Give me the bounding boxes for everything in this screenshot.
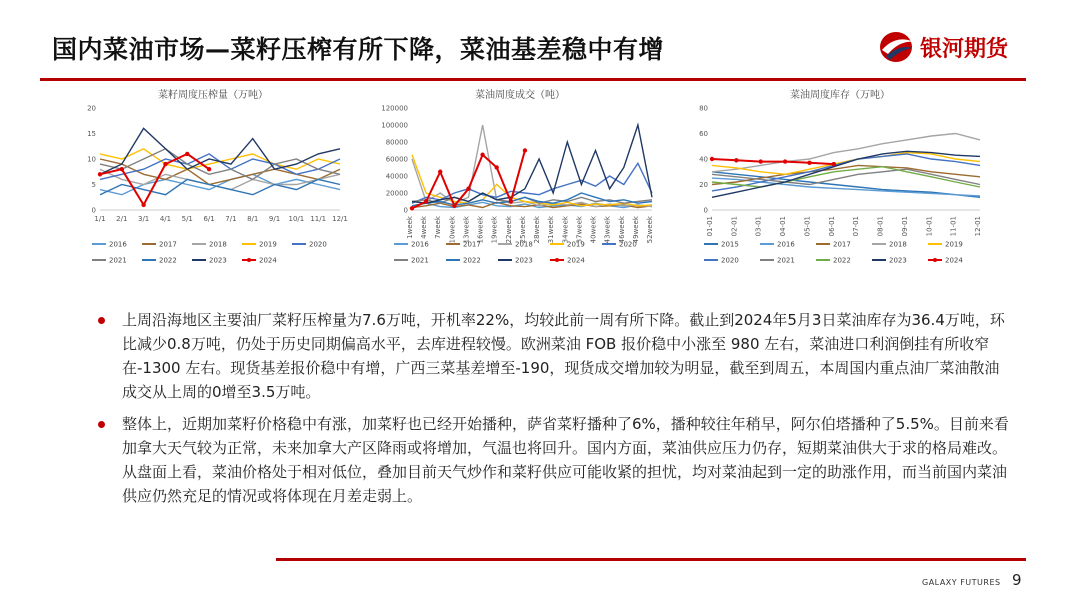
bullet-item bbox=[98, 412, 1013, 508]
x-tick-label: 31week bbox=[547, 216, 556, 244]
header-divider bbox=[40, 78, 1026, 81]
series-point-2024 bbox=[783, 159, 787, 163]
legend-entry: 2023 bbox=[889, 256, 907, 265]
bullet-text: 整体上，近期加菜籽价格稳中有涨，加菜籽也已经开始播种，萨省菜籽播种了6%，播种较往年稍早，阿尔伯塔播种了5.5%。目前来看加拿大天气较为正常，未来加拿大产区降雨或将增加，气温也将回升。国内方面，菜油供应压力仍存，短期菜油供大于求的格局难改。从盘面上看，菜油价格处于相对低位，叠加目前天气炒作和菜籽供应可能收紧的担忧，均对菜油起到一定的助涨作用，而当前国内菜油供应仍然充足的情况或将体现在月差走弱上。 bbox=[122, 415, 1009, 505]
series-line-2021 bbox=[100, 149, 340, 180]
x-tick-label: 40week bbox=[589, 216, 598, 244]
x-tick-label: 37week bbox=[575, 216, 584, 244]
x-tick-label: 12-01 bbox=[974, 216, 982, 237]
bullet-list bbox=[98, 308, 1013, 516]
footer-brand: GALAXY FUTURES bbox=[922, 578, 1001, 587]
legend-entry: 2021 bbox=[109, 256, 127, 265]
x-tick-label: 43week bbox=[603, 216, 612, 244]
x-tick-label: 13week bbox=[462, 216, 471, 244]
x-tick-label: 52week bbox=[646, 216, 654, 244]
x-tick-label: 28week bbox=[533, 216, 542, 244]
series-point-2024 bbox=[163, 162, 167, 166]
series-point-2024 bbox=[523, 148, 527, 152]
legend-swatch-point-2024 bbox=[247, 258, 251, 262]
chart-inventory bbox=[690, 84, 990, 284]
x-tick-label: 9/1 bbox=[268, 215, 281, 223]
logo-text: 银河期货 bbox=[920, 37, 1009, 62]
series-line-2019 bbox=[100, 149, 340, 169]
series-point-2024 bbox=[120, 167, 124, 171]
x-tick-label: 2/1 bbox=[116, 215, 128, 223]
y-tick-label: 20000 bbox=[385, 189, 408, 198]
x-tick-label: 7week bbox=[434, 216, 443, 239]
x-tick-label: 08-01 bbox=[876, 216, 885, 237]
legend-entry: 2017 bbox=[833, 240, 851, 249]
y-tick-label: 0 bbox=[91, 206, 96, 215]
series-point-2024 bbox=[98, 172, 102, 176]
bullet-dot-icon bbox=[98, 421, 105, 428]
x-tick-label: 09-01 bbox=[900, 216, 909, 237]
x-tick-label: 12/1 bbox=[332, 215, 348, 223]
y-tick-label: 40 bbox=[699, 155, 708, 164]
legend-entry: 2018 bbox=[889, 240, 907, 249]
x-tick-label: 22week bbox=[504, 216, 513, 244]
y-tick-label: 10 bbox=[87, 155, 96, 164]
x-tick-label: 49week bbox=[631, 216, 640, 244]
legend-entry: 2018 bbox=[515, 240, 533, 249]
x-tick-label: 07-01 bbox=[852, 216, 861, 237]
series-point-2024 bbox=[185, 152, 189, 156]
y-tick-label: 100000 bbox=[381, 121, 408, 130]
series-point-2024 bbox=[509, 199, 513, 203]
y-tick-label: 80000 bbox=[385, 138, 408, 147]
footer-divider bbox=[276, 558, 1026, 561]
x-tick-label: 8/1 bbox=[247, 215, 259, 223]
legend-entry: 2019 bbox=[259, 240, 277, 249]
x-tick-label: 4/1 bbox=[159, 215, 172, 223]
series-point-2024 bbox=[438, 170, 442, 174]
legend-entry: 2021 bbox=[411, 256, 429, 265]
y-tick-label: 15 bbox=[87, 130, 96, 138]
legend-entry: 2021 bbox=[777, 256, 795, 265]
company-logo bbox=[878, 30, 1038, 64]
x-tick-label: 01-01 bbox=[706, 216, 714, 237]
series-point-2024 bbox=[832, 162, 836, 166]
inventory-chart bbox=[690, 84, 990, 284]
bullet-text: 上周沿海地区主要油厂菜籽压榨量为7.6万吨，开机率22%，均较此前一周有所下降。截止到2024年5月3日菜油库存为36.4万吨，环比减少0.8万吨，仍处于历史同期偏高水平，去库进程较慢。欧洲菜油 FOB 报价稳中小涨至 980 左右，菜油进口利润倒挂有所收窄在-1300 左右。现货基差报价稳中有增，广西三菜基差增至-190，现货成交增加较为明显，截至到周五，本周国内重点油厂菜油散油成交从上周的0增至3.5万吨。 bbox=[122, 311, 1005, 401]
series-line-2021 bbox=[712, 169, 980, 184]
series-point-2024 bbox=[207, 167, 211, 171]
legend-swatch-point-2024 bbox=[555, 258, 559, 262]
x-tick-label: 3/1 bbox=[138, 215, 150, 223]
legend-entry: 2022 bbox=[463, 256, 481, 265]
chart-crush-volume bbox=[78, 84, 348, 284]
legend-entry: 2017 bbox=[159, 240, 177, 249]
series-point-2024 bbox=[734, 158, 738, 162]
x-tick-label: 10/1 bbox=[288, 215, 305, 223]
series-point-2024 bbox=[424, 199, 428, 203]
series-point-2024 bbox=[759, 159, 763, 163]
legend-entry: 2015 bbox=[721, 240, 739, 249]
x-tick-label: 34week bbox=[561, 216, 570, 244]
legend-entry: 2017 bbox=[463, 240, 481, 249]
series-point-2024 bbox=[141, 203, 145, 207]
series-point-2024 bbox=[452, 204, 456, 208]
y-tick-label: 20 bbox=[87, 104, 96, 113]
legend-entry: 2024 bbox=[259, 256, 277, 265]
legend-entry: 2016 bbox=[411, 240, 429, 249]
y-tick-label: 40000 bbox=[385, 172, 408, 181]
x-tick-label: 6/1 bbox=[203, 215, 215, 223]
series-point-2024 bbox=[807, 161, 811, 165]
chart-title: 菜油周度库存（万吨） bbox=[790, 90, 890, 101]
y-tick-label: 5 bbox=[91, 181, 96, 189]
chart-title: 菜籽周度压榨量（万吨） bbox=[158, 90, 268, 101]
series-line-2016 bbox=[712, 178, 980, 196]
x-tick-label: 10-01 bbox=[925, 215, 934, 237]
y-tick-label: 20 bbox=[699, 181, 708, 189]
x-tick-label: 02-01 bbox=[730, 216, 739, 237]
x-tick-label: 1week bbox=[406, 216, 414, 239]
x-tick-label: 11-01 bbox=[949, 216, 958, 237]
page-number: 9 bbox=[1012, 571, 1022, 589]
y-tick-label: 60 bbox=[699, 130, 708, 138]
y-tick-label: 120000 bbox=[381, 104, 408, 113]
legend-entry: 2019 bbox=[567, 240, 585, 249]
x-tick-label: 19week bbox=[490, 216, 499, 244]
y-tick-label: 0 bbox=[703, 206, 708, 215]
x-tick-label: 16week bbox=[476, 216, 485, 244]
series-point-2024 bbox=[710, 157, 714, 161]
legend-swatch-point-2024 bbox=[933, 258, 937, 262]
crush-volume-chart bbox=[78, 84, 348, 284]
trade-volume-chart bbox=[380, 84, 660, 284]
legend-entry: 2023 bbox=[209, 256, 227, 265]
legend-entry: 2016 bbox=[109, 240, 127, 249]
chart-trade-volume bbox=[380, 84, 660, 284]
x-tick-label: 4week bbox=[420, 216, 429, 239]
legend-entry: 2020 bbox=[619, 240, 637, 249]
legend-entry: 2020 bbox=[309, 240, 327, 249]
x-tick-label: 03-01 bbox=[754, 216, 763, 237]
series-line-2020 bbox=[412, 163, 652, 203]
x-tick-label: 04-01 bbox=[779, 216, 788, 237]
series-line-2023 bbox=[100, 128, 340, 174]
bullet-item bbox=[98, 308, 1013, 404]
y-tick-label: 60000 bbox=[385, 155, 408, 164]
series-line-2023 bbox=[712, 151, 980, 197]
series-point-2024 bbox=[480, 153, 484, 157]
x-tick-label: 11/1 bbox=[310, 215, 327, 223]
series-line-2018 bbox=[712, 134, 980, 172]
legend-entry: 2018 bbox=[209, 240, 227, 249]
chart-title: 菜油周度成交（吨） bbox=[475, 90, 565, 101]
legend-entry: 2016 bbox=[777, 240, 795, 249]
legend-entry: 2022 bbox=[833, 256, 851, 265]
series-point-2024 bbox=[410, 206, 414, 210]
x-tick-label: 25week bbox=[518, 216, 527, 244]
y-tick-label: 80 bbox=[699, 104, 708, 113]
legend-entry: 2019 bbox=[945, 240, 963, 249]
bullet-dot-icon bbox=[98, 317, 105, 324]
page-title: 国内菜油市场—菜籽压榨有所下降，菜油基差稳中有增 bbox=[52, 35, 665, 64]
series-point-2024 bbox=[466, 187, 470, 191]
legend-entry: 2024 bbox=[567, 256, 585, 265]
x-tick-label: 05-01 bbox=[803, 216, 812, 237]
series-point-2024 bbox=[495, 165, 499, 169]
x-tick-label: 06-01 bbox=[827, 216, 836, 237]
x-tick-label: 10week bbox=[448, 216, 457, 244]
x-tick-label: 1/1 bbox=[94, 215, 106, 223]
legend-entry: 2022 bbox=[159, 256, 177, 265]
y-tick-label: 0 bbox=[403, 206, 408, 215]
x-tick-label: 46week bbox=[617, 216, 626, 244]
legend-entry: 2024 bbox=[945, 256, 963, 265]
galaxy-logo-icon bbox=[878, 30, 918, 64]
legend-entry: 2023 bbox=[515, 256, 533, 265]
x-tick-label: 5/1 bbox=[181, 215, 193, 223]
legend-entry: 2020 bbox=[721, 256, 739, 265]
x-tick-label: 7/1 bbox=[225, 215, 237, 223]
